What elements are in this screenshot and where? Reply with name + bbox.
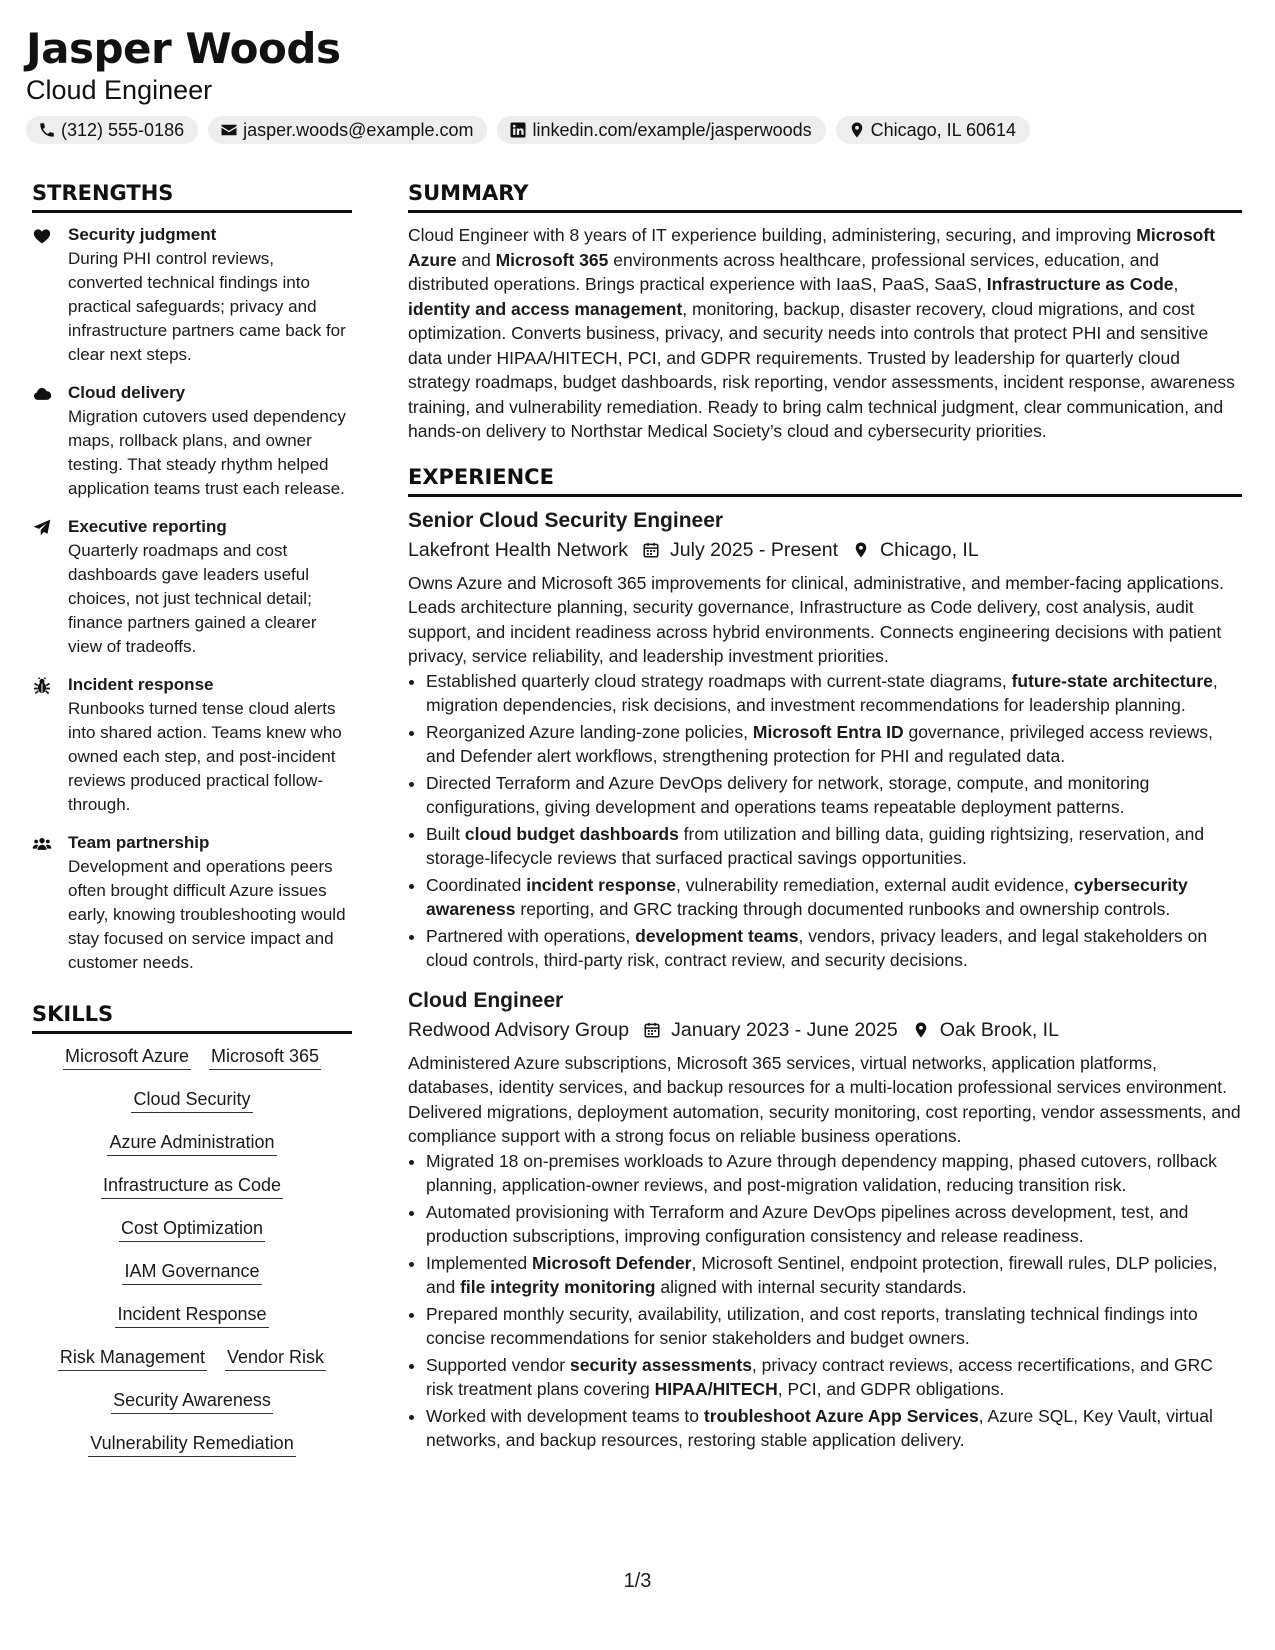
heart-icon [32, 226, 52, 246]
job-company: Redwood Advisory Group [408, 1018, 630, 1041]
job-bullet [426, 720, 1242, 769]
text-run: Coordinated [426, 874, 527, 895]
linkedin-icon [509, 121, 527, 139]
skill-row [32, 1130, 352, 1156]
strength-item [32, 673, 352, 817]
contact-text: (312) 555-0186 [61, 119, 185, 140]
skill-row [32, 1302, 352, 1328]
skill-row [32, 1345, 352, 1371]
calendar-icon [642, 541, 660, 559]
text-run: Partnered with operations, [426, 925, 636, 946]
strength-item [32, 831, 352, 975]
skills-heading: SKILLS [32, 999, 352, 1034]
contact-text: jasper.woods@example.com [243, 119, 474, 140]
text-run: from utilization and billing data, guiding rightsizing, reservation, and storage-lifecycle reviews that surfaced practical savings opportunities. [426, 823, 1205, 868]
text-run: , vendors, privacy leaders, and legal stakeholders on cloud controls, third-party risk, contract review, and security decisions. [426, 925, 1208, 970]
emphasis-text: future-state architecture [1011, 670, 1213, 691]
emphasis-text: cybersecurity awareness [426, 874, 1188, 919]
text-run: Directed Terraform and Azure DevOps delivery for network, storage, compute, and monitoring configurations, giving development and operations teams repeatable deployment patterns. [426, 772, 1150, 817]
strength-title: Incident response [68, 675, 214, 694]
text-run: , monitoring, backup, disaster recovery, cloud migrations, and cost optimization. Converts business, privacy, and security needs into controls that protect PHI and sensitive data under HIPAA/HITECH, PCI, and GDPR requirements. Trusted by leadership for quarterly cloud strategy roadmaps, budget dashboards, risk reporting, vendor assessments, incident response, awareness training, and vulnerability remediation. Ready to bring calm technical judgment, clear communication, and hands-on delivery to Northstar Medical Society’s cloud and cybersecurity priorities. [408, 298, 1235, 441]
text-run: , [1173, 274, 1179, 294]
map-pin-icon [912, 1021, 930, 1039]
phone-icon [38, 121, 56, 139]
skills-list [32, 1044, 352, 1457]
strength-title: Team partnership [68, 833, 210, 852]
page-number: 1/3 [623, 1570, 652, 1592]
resume-header [26, 22, 1246, 144]
strength-item [32, 381, 352, 501]
job-location: Oak Brook, IL [939, 1018, 1059, 1041]
job-title: Cloud Engineer [408, 988, 564, 1012]
strength-item [32, 515, 352, 659]
strength-text: Quarterly roadmaps and cost dashboards gave leaders useful choices, not just technical detail; finance partners gained a clearer view of tradeoffs. [68, 541, 317, 656]
job-description: Administered Azure subscriptions, Microsoft 365 services, virtual networks, application platforms, databases, identity services, and backup resources for a multi-location professional services environment. Delivered migrations, deployment automation, security monitoring, cost reporting, vendor assessments, and compliance support with a strong focus on reliable business operations. [408, 1052, 1241, 1146]
calendar-icon [643, 1021, 661, 1039]
text-run: Prepared monthly security, availability, utilization, and cost reports, translating technical findings into concise recommendations for senior stakeholders and budget owners. [426, 1303, 1198, 1348]
skill-tag: Security Awareness [111, 1388, 273, 1414]
contact-bar [26, 116, 1246, 144]
bug-icon [32, 676, 52, 696]
text-run: , Azure SQL, Key Vault, virtual networks, and backup resources, restoring stable application delivery. [426, 1405, 1213, 1450]
envelope-icon [220, 121, 238, 139]
strength-text: During PHI control reviews, converted technical findings into practical safeguards; privacy and infrastructure partners came back for clear next steps. [68, 249, 346, 364]
emphasis-text: Microsoft 365 [495, 249, 609, 270]
text-run: Established quarterly cloud strategy roadmaps with current-state diagrams, [426, 670, 1012, 691]
skill-tag: Microsoft 365 [209, 1044, 321, 1070]
skill-row [32, 1388, 352, 1414]
skill-row [32, 1087, 352, 1113]
emphasis-text: identity and access management [408, 298, 683, 319]
contact-text: linkedin.com/example/jasperwoods [532, 119, 812, 140]
text-run: Implemented [426, 1252, 533, 1273]
text-run: environments across healthcare, professional services, education, and distributed operations. Brings practical experience with IaaS, PaaS, SaaS, [408, 249, 1159, 294]
emphasis-text: cloud budget dashboards [464, 823, 679, 844]
job-bullet [426, 669, 1242, 718]
text-run: Built [426, 823, 465, 844]
skill-tag: Vulnerability Remediation [88, 1431, 295, 1457]
candidate-title: Cloud Engineer [26, 75, 213, 105]
skill-tag: Vendor Risk [225, 1345, 326, 1371]
map-pin-icon [852, 541, 870, 559]
job-description: Owns Azure and Microsoft 365 improvements for clinical, administrative, and member-facing applications. Leads architecture planning, security governance, Infrastructure as Code delivery, cost analysis, audit support, and incident readiness across hybrid environments. Connects engineering decisions with patient privacy, service reliability, and leadership investment priorities. [408, 572, 1225, 666]
emphasis-text: incident response [526, 874, 676, 895]
strength-title: Security judgment [68, 225, 217, 244]
skill-tag: Infrastructure as Code [101, 1173, 283, 1199]
job-entry [408, 507, 1242, 973]
strength-text: Runbooks turned tense cloud alerts into shared action. Teams knew who owned each step, and post-incident reviews produced practical follow-through. [68, 699, 342, 814]
experience-heading: EXPERIENCE [408, 462, 1242, 497]
skill-row [32, 1431, 352, 1457]
job-dates: July 2025 - Present [670, 538, 839, 561]
text-run: Supported vendor [426, 1354, 570, 1375]
summary-text [408, 223, 1242, 444]
job-bullet [426, 873, 1242, 922]
job-bullet [426, 1302, 1242, 1351]
skill-row [32, 1259, 352, 1285]
skill-tag: Risk Management [58, 1345, 207, 1371]
right-column [408, 178, 1242, 1467]
text-run: and [456, 249, 496, 270]
skill-row [32, 1216, 352, 1242]
strength-item [32, 223, 352, 367]
job-bullet [426, 924, 1242, 973]
job-bullet [426, 1251, 1242, 1300]
emphasis-text: Microsoft Defender [532, 1252, 692, 1273]
job-entry [408, 987, 1242, 1453]
job-bullets [408, 1149, 1242, 1453]
skill-tag: Microsoft Azure [63, 1044, 191, 1070]
job-location: Chicago, IL [880, 538, 979, 561]
job-dates: January 2023 - June 2025 [671, 1018, 898, 1041]
emphasis-text: troubleshoot Azure App Services [703, 1405, 979, 1426]
skill-row [32, 1044, 352, 1070]
text-run: , Microsoft Sentinel, endpoint protection, firewall rules, DLP policies, and [426, 1252, 1218, 1297]
text-run: Automated provisioning with Terraform and Azure DevOps pipelines across development, test, and production subscriptions, improving configuration consistency and release readiness. [426, 1201, 1189, 1246]
job-title: Senior Cloud Security Engineer [408, 508, 724, 532]
text-run: Reorganized Azure landing-zone policies, [426, 721, 753, 742]
emphasis-text: Microsoft Azure [408, 225, 1216, 270]
skill-tag: Incident Response [115, 1302, 268, 1328]
text-run: aligned with internal security standards. [655, 1277, 967, 1297]
text-run: governance, privileged access reviews, and Defender alert workflows, strengthening protection for PHI and regulated data. [426, 721, 1213, 766]
job-meta [408, 535, 1242, 565]
text-run: Worked with development teams to [426, 1405, 704, 1426]
summary-heading: SUMMARY [408, 178, 1242, 213]
text-run: , PCI, and GDPR obligations. [777, 1379, 1005, 1399]
emphasis-text: development teams [635, 925, 799, 946]
emphasis-text: HIPAA/HITECH [654, 1379, 778, 1399]
users-icon [32, 834, 52, 854]
emphasis-text: file integrity monitoring [460, 1277, 656, 1297]
job-bullet [426, 1404, 1242, 1453]
skill-tag: IAM Governance [122, 1259, 261, 1285]
skill-tag: Cloud Security [131, 1087, 252, 1113]
skill-row [32, 1173, 352, 1199]
strength-text: Development and operations peers often brought difficult Azure issues early, knowing troubleshooting would stay focused on service impact and customer needs. [68, 857, 346, 972]
skill-tag: Azure Administration [107, 1130, 276, 1156]
text-run: reporting, and GRC tracking through documented runbooks and ownership controls. [515, 899, 1171, 919]
text-run: , privacy contract reviews, access recertifications, and GRC risk treatment plans covering [426, 1354, 1213, 1399]
job-bullet [426, 771, 1242, 820]
job-bullet [426, 1353, 1242, 1402]
map-pin-icon [848, 121, 866, 139]
candidate-name: Jasper Woods [26, 24, 341, 73]
strength-text: Migration cutovers used dependency maps, rollback plans, and owner testing. That steady rhythm helped application teams trust each release. [68, 407, 346, 498]
contact-email[interactable] [208, 116, 487, 144]
skills-section [32, 999, 352, 1457]
emphasis-text: Microsoft Entra ID [752, 721, 904, 742]
emphasis-text: security assessments [570, 1354, 752, 1375]
text-run: Migrated 18 on-premises workloads to Azure through dependency mapping, phased cutovers, rollback planning, application-owner reviews, and post-migration validation, reducing transition risk. [426, 1150, 1217, 1195]
job-bullet [426, 1200, 1242, 1249]
contact-text: Chicago, IL 60614 [870, 119, 1017, 140]
skill-tag: Cost Optimization [119, 1216, 265, 1242]
text-run: , migration dependencies, risk decisions, and investment recommendations for leadership planning. [426, 670, 1218, 715]
cloud-icon [32, 384, 52, 404]
strength-title: Executive reporting [68, 517, 227, 536]
strengths-heading: STRENGTHS [32, 178, 352, 213]
job-meta [408, 1015, 1242, 1045]
job-bullet [426, 1149, 1242, 1198]
strength-title: Cloud delivery [68, 383, 186, 402]
job-company: Lakefront Health Network [408, 538, 629, 561]
contact-location[interactable] [836, 116, 1030, 144]
emphasis-text: Infrastructure as Code [986, 274, 1174, 294]
text-run: , vulnerability remediation, external audit evidence, [675, 874, 1074, 895]
job-bullet [426, 822, 1242, 871]
contact-phone[interactable] [26, 116, 198, 144]
left-column [32, 178, 352, 1474]
job-bullets [408, 669, 1242, 973]
paper-plane-icon [32, 518, 52, 538]
text-run: Cloud Engineer with 8 years of IT experience building, administering, securing, and improving [408, 225, 1137, 245]
contact-linkedin[interactable] [497, 116, 825, 144]
